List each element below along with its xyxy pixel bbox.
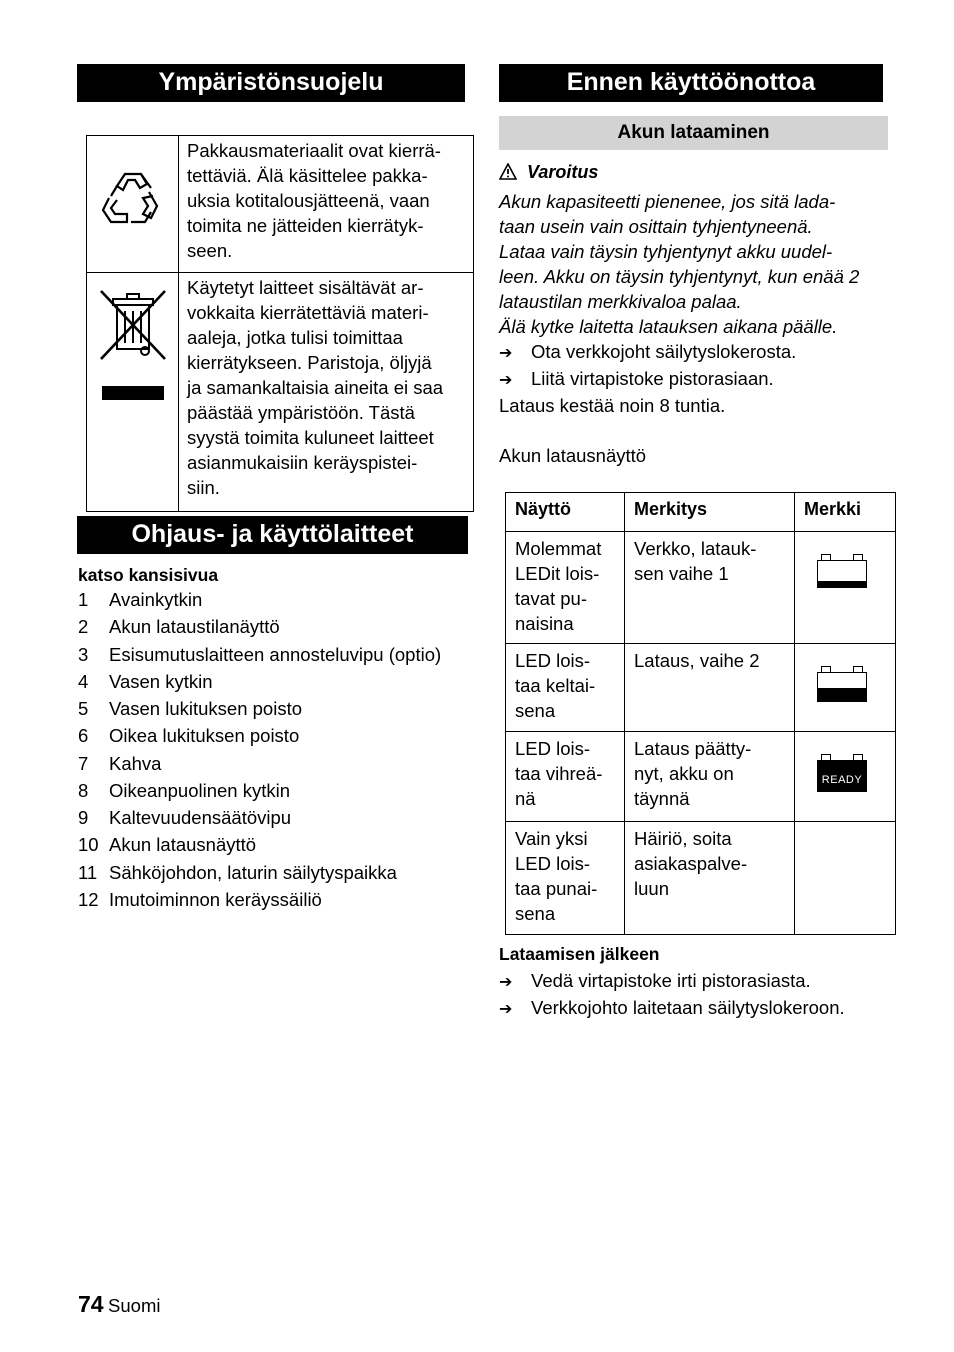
table-row (506, 644, 896, 732)
recycle-text: Pakkausmateriaalit ovat kierrä- tettäviä. Älä käsittelee pakka- uksia kotitalousjätteenä, vaan toimita ne jätteiden kierrätyk- seen. (179, 136, 474, 273)
before-use-heading: Ennen käyttöönottoa (499, 64, 883, 102)
warning-triangle-icon (499, 163, 517, 180)
list-item: 3 Esisumutuslaitteen annosteluvipu (optio) (78, 644, 442, 665)
controls-subtitle: katso kansisivua (78, 565, 219, 585)
weee-black-bar (102, 386, 164, 400)
symbol-cell (795, 732, 896, 822)
symbol-cell (795, 644, 896, 732)
weee-cell (87, 273, 179, 512)
table-row (506, 732, 896, 822)
list-item: 10 Akun latausnäyttö (78, 834, 257, 855)
arrow-right-icon: ➔ (499, 1001, 513, 1018)
table-row (506, 822, 896, 935)
display-cell: LED lois- taa keltai- sena (506, 644, 625, 732)
page-number: 74 (78, 1291, 104, 1317)
meaning-cell: Lataus, vaihe 2 (625, 644, 795, 732)
list-item: 9 Kaltevuudensäätövipu (78, 807, 292, 828)
display-cell: Molemmat LEDit lois- tavat pu- naisina (506, 532, 625, 644)
step-1: ➔ Ota verkkojoht säilytyslokerosta. (499, 339, 796, 366)
crossed-bin-icon (95, 287, 171, 363)
warning-title-row (499, 160, 598, 185)
list-item: 2 Akun lataustilanäyttö (78, 616, 280, 637)
page-footer (78, 1291, 161, 1318)
arrow-right-icon: ➔ (499, 372, 513, 389)
list-item: 8 Oikeanpuolinen kytkin (78, 780, 290, 801)
environment-table (86, 135, 474, 512)
list-item: 1 Avainkytkin (78, 589, 203, 610)
meaning-cell: Lataus päätty- nyt, akku on täynnä (625, 732, 795, 822)
controls-heading: Ohjaus- ja käyttölaitteet (77, 516, 468, 554)
meaning-cell: Häiriö, soita asiakaspalve- luun (625, 822, 795, 935)
column-header: Merkitys (625, 493, 795, 532)
recycle-cell (87, 136, 179, 273)
meaning-cell: Verkko, latauk- sen vaihe 1 (625, 532, 795, 644)
list-item: 7 Kahva (78, 753, 162, 774)
display-cell: Vain yksi LED lois- taa punai- sena (506, 822, 625, 935)
list-item: 11 Sähköjohdon, laturin säilytyspaikka (78, 862, 397, 883)
list-item: 6 Oikea lukituksen poisto (78, 725, 300, 746)
column-header: Näyttö (506, 493, 625, 532)
battery-display-label: Akun latausnäyttö (499, 445, 647, 466)
battery-charging-subheading: Akun lataaminen (499, 116, 888, 150)
column-header: Merkki (795, 493, 896, 532)
warning-text: Akun kapasiteetti pienenee, jos sitä lada- taan usein vain osittain tyhjentyneenä. Lataa vain täysin tyhjentynyt akku uudel- leen. Akku on täysin tyhjentynyt, kun enää 2 lataustilan merkkivaloa palaa. Älä kytke laitetta latauksen aikana päälle. (499, 191, 860, 337)
arrow-right-icon: ➔ (499, 345, 513, 362)
after-charging-heading: Lataamisen jälkeen (499, 944, 660, 964)
environment-heading: Ympäristönsuojelu (77, 64, 465, 102)
after-step-1: ➔ Vedä virtapistoke irti pistorasiasta. (499, 968, 811, 995)
list-item: 5 Vasen lukituksen poisto (78, 698, 302, 719)
battery-status-table (505, 492, 896, 935)
footer-language: Suomi (108, 1295, 161, 1316)
list-item: 4 Vasen kytkin (78, 671, 213, 692)
table-row (506, 532, 896, 644)
display-cell: LED lois- taa vihreä- nä (506, 732, 625, 822)
battery-ready-icon: READY (817, 754, 867, 792)
recycle-icon (95, 164, 171, 240)
charging-duration: Lataus kestää noin 8 tuntia. (499, 395, 726, 416)
battery-stage1-icon (817, 554, 867, 588)
warning-title: Varoitus (527, 162, 599, 182)
symbol-cell (795, 532, 896, 644)
step-2: ➔ Liitä virtapistoke pistorasiaan. (499, 366, 774, 393)
list-item: 12 Imutoiminnon keräyssäiliö (78, 889, 322, 910)
weee-text: Käytetyt laitteet sisältävät ar- vokkaita kierrätettäviä materi- aaleja, jotka tulisi toimittaa kierrätykseen. Paristoja, öljyjä ja samankaltaisia aineita ei saa päästää ympäristöön. Tästä syystä toimita kuluneet laitteet asianmukaisiin keräyspistei- siin. (179, 273, 474, 512)
battery-stage2-icon (817, 666, 867, 702)
after-step-2: ➔ Verkkojohto laitetaan säilytyslokeroon. (499, 995, 845, 1022)
symbol-cell (795, 822, 896, 935)
arrow-right-icon: ➔ (499, 974, 513, 991)
